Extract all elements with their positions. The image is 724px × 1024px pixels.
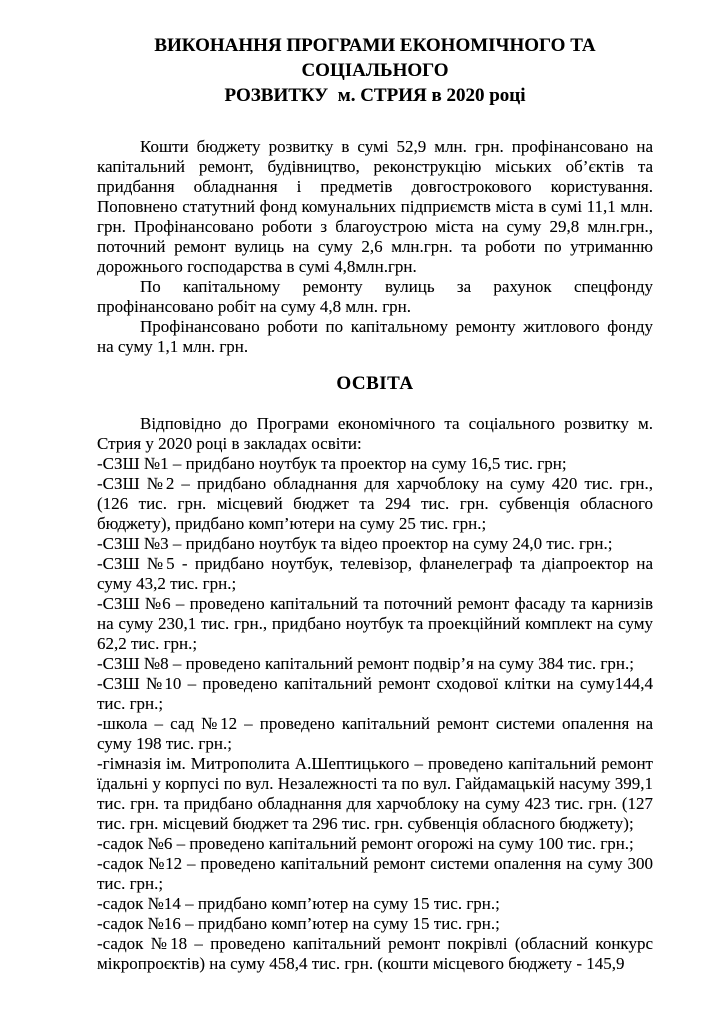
intro-paragraph-budget: Кошти бюджету розвитку в сумі 52,9 млн. грн. профінансовано на капітальний ремонт, будівництво, реконструкцію міських об’єктів та придбання обладнання і предметів довгострокового користування. Поповнено статутний фонд комунальних підприємств міста в сумі 11,1 млн. грн. Профінансовано роботи з благоустрою міста на суму 29,8 млн.грн., поточний ремонт вулиць на суму 2,6 млн.грн. та роботи по утриманню дорожнього господарства в сумі 4,8млн.грн. [97,137,653,276]
document-title-line-2: РОЗВИТКУ м. СТРИЯ в 2020 році [224,85,526,106]
education-item-sadok-6: -садок №6 – проведено капітальний ремонт огорожі на суму 100 тис. грн.; [97,834,634,853]
education-item-sadok-12: -садок №12 – проведено капітальний ремонт системи опалення на суму 300 тис. грн.; [97,854,653,893]
education-item-sadok-18: -садок №18 – проведено капітальний ремонт покрівлі (обласний конкурс мікропроєктів) на суму 458,4 тис. грн. (кошти місцевого бюджету - 145,9 [97,934,653,973]
education-item-gymnasium-sheptytsky: -гімназія ім. Митрополита А.Шептицького – проведено капітальний ремонт їдальні у корпусі по вул. Незалежності та по вул. Гайдамацькій насуму 399,1 тис. грн. та придбано обладнання для харчоблоку на суму 423 тис. грн. (127 тис. грн. місцевий бюджет та 296 тис. грн. субвенція обласного бюджету); [97,754,653,833]
education-item-school-sad-12: -школа – сад №12 – проведено капітальний ремонт системи опалення на суму 198 тис. грн.; [97,714,653,753]
education-item-sadok-14: -садок №14 – придбано комп’ютер на суму 15 тис. грн.; [97,894,500,913]
education-intro-paragraph: Відповідно до Програми економічного та соціального розвитку м. Стрия у 2020 році в закладах освіти: [97,414,653,453]
document-title-line-1: ВИКОНАННЯ ПРОГРАМИ ЕКОНОМІЧНОГО ТА СОЦІАЛЬНОГО [154,35,601,81]
education-item-szsh-2: -СЗШ №2 – придбано обладнання для харчоблоку на суму 420 тис. грн., (126 тис. грн. місцевий бюджет та 294 тис. грн. субвенція обласного бюджету), придбано комп’ютери на суму 25 тис. грн.; [97,474,653,533]
education-item-szsh-10: -СЗШ №10 – проведено капітальний ремонт сходової клітки на суму144,4 тис. грн.; [97,674,653,713]
intro-paragraph-housing: Профінансовано роботи по капітальному ремонту житлового фонду на суму 1,1 млн. грн. [97,317,653,356]
document-title [97,33,653,108]
education-item-szsh-5: -СЗШ №5 - придбано ноутбук, телевізор, фланелеграф та діапроектор на суму 43,2 тис. грн.; [97,554,653,593]
education-item-szsh-8: -СЗШ №8 – проведено капітальний ремонт подвір’я на суму 384 тис. грн.; [97,654,634,673]
education-item-sadok-16: -садок №16 – придбано комп’ютер на суму 15 тис. грн.; [97,914,500,933]
intro-paragraph-streets: По капітальному ремонту вулиць за рахунок спецфонду профінансовано робіт на суму 4,8 млн. грн. [97,277,653,316]
section-heading-education: ОСВІТА [336,373,414,394]
education-item-szsh-6: -СЗШ №6 – проведено капітальний та поточний ремонт фасаду та карнизів на суму 230,1 тис. грн., придбано ноутбук та проекційний комплект на суму 62,2 тис. грн.; [97,594,653,653]
education-item-szsh-3: -СЗШ №3 – придбано ноутбук та відео проектор на суму 24,0 тис. грн.; [97,534,613,553]
education-item-szsh-1: -СЗШ №1 – придбано ноутбук та проектор на суму 16,5 тис. грн; [97,454,567,473]
